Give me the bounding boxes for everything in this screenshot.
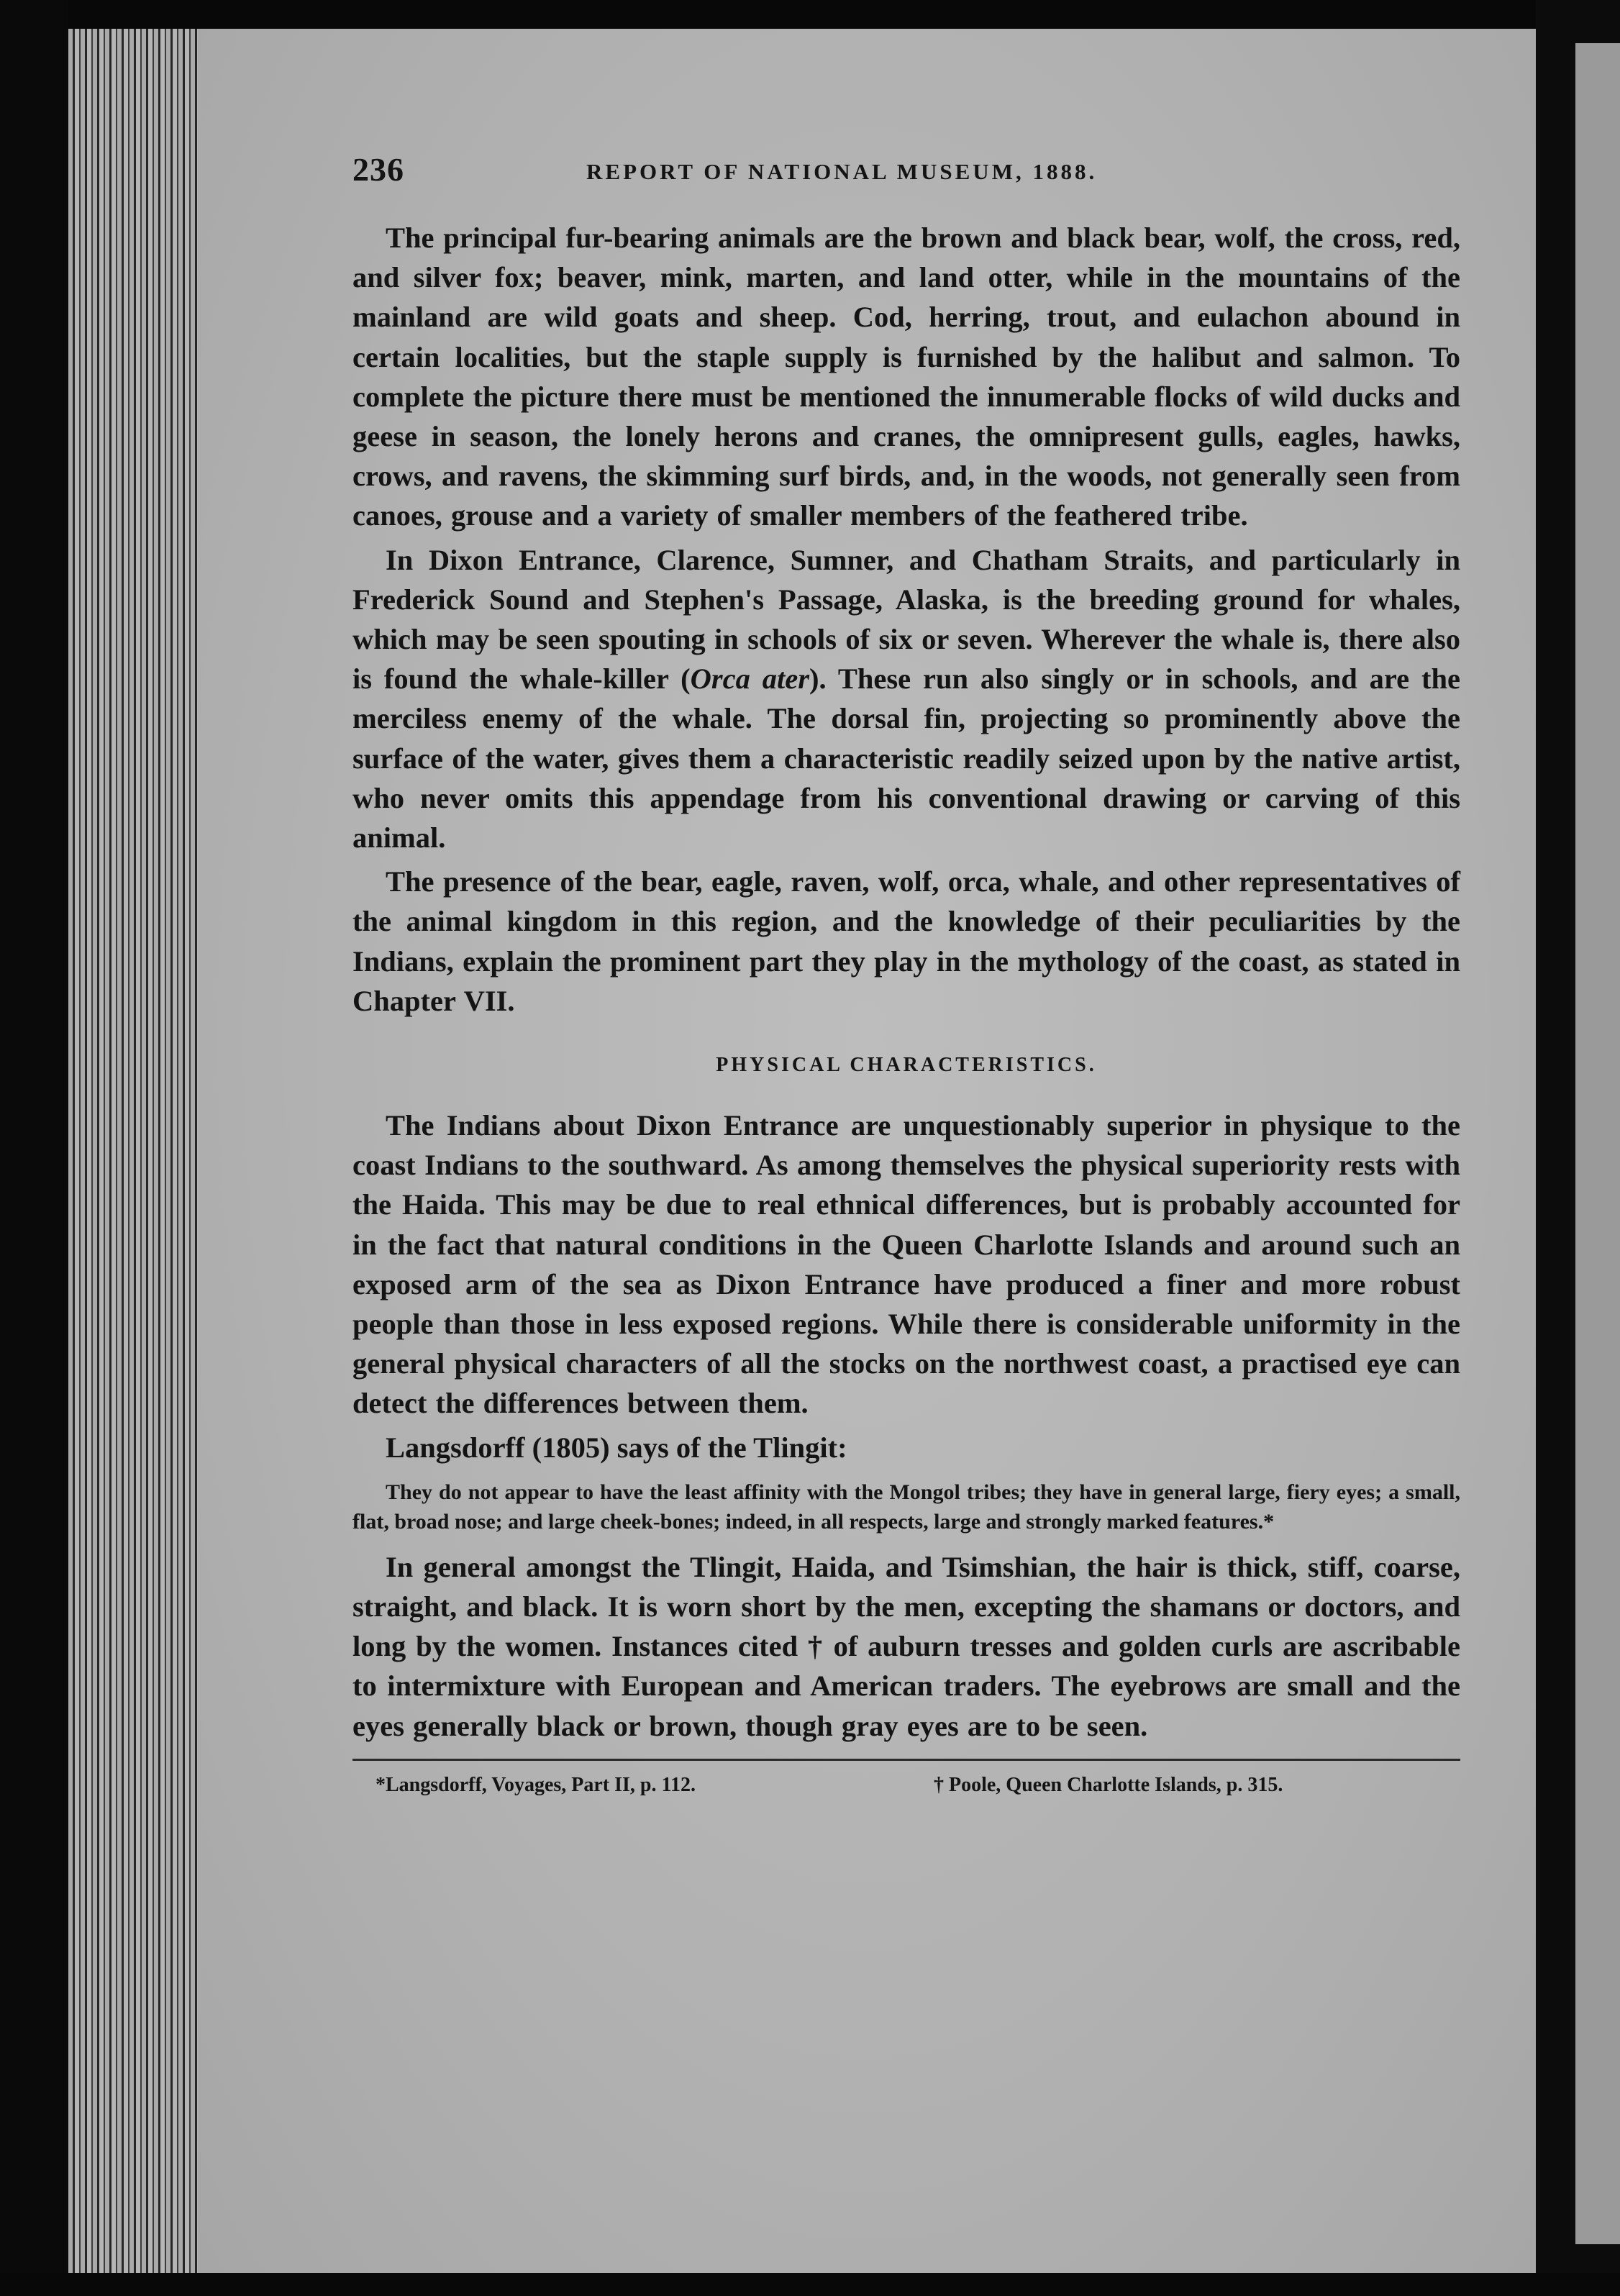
section-heading: PHYSICAL CHARACTERISTICS.	[716, 1054, 1097, 1077]
running-head	[352, 147, 1460, 198]
footnote-poole: † Poole, Queen Charlotte Islands, p. 315.	[934, 1773, 1283, 1796]
paragraph-animal-kingdom: The presence of the bear, eagle, raven, wolf, orca, whale, and other representatives of the animal kingdom in this region, and the knowledge of their peculiarities by the Indians, explain the prominent part they play in the mythology of the coast, as stated in Chapter VII.	[352, 865, 1460, 1017]
scan-background-top	[0, 0, 1620, 29]
paragraph-whales	[352, 540, 1460, 858]
footnote-langsdorff: *Langsdorff, Voyages, Part II, p. 112.	[376, 1773, 696, 1796]
quote-intro: Langsdorff (1805) says of the Tlingit:	[386, 1431, 847, 1464]
paragraph-whales-part-1: In Dixon Entrance, Clarence, Sumner, and Chatham Straits, and particularly in Frederick Sound and Stephen's Passage, Alaska, is the breeding ground for whales, which may be seen spouting in schools of six or seven. Wherever the whale is, there also is found the whale-killer (	[352, 543, 1460, 696]
page-number: 236	[352, 151, 404, 188]
species-name-italic: Orca ater	[690, 662, 810, 696]
page-text	[352, 147, 1460, 1805]
footnotes	[352, 1771, 1460, 1805]
scan-background-bottom	[0, 2273, 1620, 2296]
paragraph-whales-part-2: ). These run also singly or in schools, and are the merciless enemy of the whale. The dorsal fin, projecting so prominently above the surface of the water, gives them a characteristic readily seized upon by the native artist, who never omits this appendage from his conventional drawing or carving of this animal.	[352, 662, 1460, 855]
next-page-edge	[1575, 43, 1620, 2244]
paragraph-hair-and-eyes: In general amongst the Tlingit, Haida, and Tsimshian, the hair is thick, stiff, coarse, straight, and black. It is worn short by the men, excepting the shamans or doctors, and long by the women. Instances cited † of auburn tresses and golden curls are ascribable to intermixture with European and American traders. The eyebrows are small and the eyes generally black or brown, though gray eyes are to be seen.	[352, 1550, 1460, 1742]
running-title: REPORT OF NATIONAL MUSEUM, 1888.	[586, 159, 1098, 184]
paragraph-physique: The Indians about Dixon Entrance are unquestionably superior in physique to the coast Indians to the southward. As among themselves the physical superiority rests with the Haida. This may be due to real ethnical differences, but is probably accounted for in the fact that natural conditions in the Queen Charlotte Islands and around such an exposed arm of the sea as Dixon Entrance have produced a finer and more robust people than those in less exposed regions. While there is considerable uniformity in the general physical characters of all the stocks on the northwest coast, a practised eye can detect the differences between them.	[352, 1109, 1460, 1420]
book-page-edges	[68, 29, 201, 2273]
paragraph-fur-bearing-animals: The principal fur-bearing animals are the brown and black bear, wolf, the cross, red, and silver fox; beaver, mink, marten, and land otter, while in the mountains of the mainland are wild goats and sheep. Cod, herring, trout, and eulachon abound in certain localities, but the staple supply is furnished by the halibut and salmon. To complete the picture there must be mentioned the innumerable flocks of wild ducks and geese in season, the lonely herons and cranes, the omnipresent gulls, eagles, hawks, crows, and ravens, the skimming surf birds, and, in the woods, not generally seen from canoes, grouse and a variety of smaller members of the feathered tribe.	[352, 222, 1460, 532]
footnote-divider	[352, 1759, 1460, 1761]
block-quote: They do not appear to have the least affinity with the Mongol tribes; they have in general large, fiery eyes; a small, flat, broad nose; and large cheek-bones; indeed, in all respects, large and strongly marked features.*	[352, 1480, 1460, 1534]
scan-background-left	[0, 0, 68, 2296]
